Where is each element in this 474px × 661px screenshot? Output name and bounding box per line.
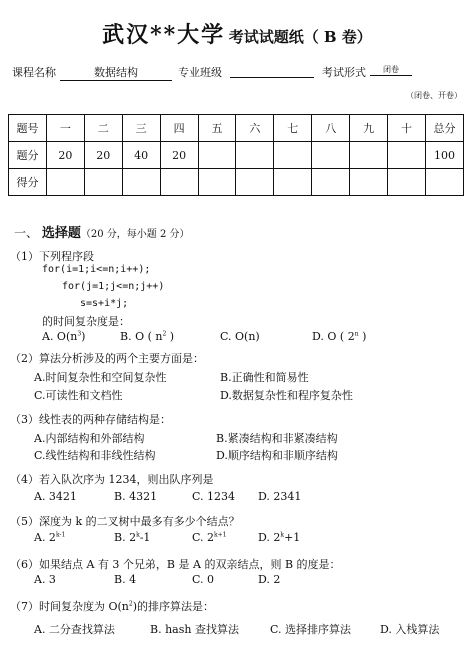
option-b[interactable]: B. O ( $n^2$ ) [120, 330, 175, 343]
table-cell: 四 [160, 115, 198, 142]
class-label: 专业班级 [178, 66, 222, 79]
exam-form-note: （闭卷、开卷） [406, 91, 462, 100]
question-2-stem: （2）算法分析涉及的两个主要方面是： [10, 352, 204, 365]
option-b[interactable]: B.紧凑结构和非紧凑结构 [216, 432, 338, 445]
option-d[interactable]: D. 2 [258, 573, 281, 586]
score-table [8, 114, 464, 196]
section-number: 一、 [14, 226, 39, 240]
option-d[interactable]: D. $2^k+1$ [258, 531, 301, 544]
code-line: for(j=1;j<=n;j++) [62, 281, 165, 292]
row-label: 得分 [9, 169, 47, 196]
option-c[interactable]: C. 选择排序算法 [270, 623, 352, 636]
score-input-cell[interactable] [160, 169, 198, 196]
score-input-cell[interactable] [425, 169, 463, 196]
option-d[interactable]: D. 2341 [258, 490, 302, 503]
option-b[interactable]: B.正确性和简易性 [220, 371, 309, 384]
section-title: 选择题 [41, 226, 81, 241]
option-a[interactable]: A. 3421 [34, 490, 77, 503]
score-input-cell[interactable] [312, 169, 350, 196]
table-cell: 九 [350, 115, 388, 142]
table-cell: 20 [84, 142, 122, 169]
table-cell: 40 [122, 142, 160, 169]
question-7-stem: （7）时间复杂度为 $O(n^2)$的排序算法是： [10, 600, 215, 613]
option-d[interactable]: D.顺序结构和非顺序结构 [216, 449, 338, 462]
table-cell [198, 142, 236, 169]
option-c[interactable]: C.线性结构和非线性结构 [34, 449, 156, 462]
section-heading [14, 222, 189, 241]
option-a[interactable]: A. 二分查找算法 [34, 623, 115, 636]
option-d[interactable]: D. O ( 2$^n$ ) [312, 330, 367, 343]
code-line: s=s+i*j; [80, 298, 129, 309]
question-6-stem: （6）如果结点 A 有 3 个兄弟，B 是 A 的双亲结点，则 B 的度是： [10, 558, 341, 571]
row-label: 题分 [9, 142, 47, 169]
option-c[interactable]: C. 1234 [192, 490, 236, 503]
row-label: 题号 [9, 115, 47, 142]
section-points: （20 分，每小题 2 分） [80, 229, 190, 240]
table-cell [236, 142, 274, 169]
exam-form-value: 闭卷 [370, 64, 412, 76]
score-input-cell[interactable] [388, 169, 426, 196]
score-input-cell[interactable] [122, 169, 160, 196]
exam-title [0, 18, 474, 49]
score-input-cell[interactable] [274, 169, 312, 196]
table-cell: 二 [84, 115, 122, 142]
option-b[interactable]: B. 2$^k$-1 [114, 531, 151, 544]
table-cell: 五 [198, 115, 236, 142]
score-input-cell[interactable] [350, 169, 388, 196]
question-3-stem: （3）线性表的两种存储结构是： [10, 413, 171, 426]
table-cell: 一 [46, 115, 84, 142]
table-cell [312, 142, 350, 169]
table-cell: 总分 [425, 115, 463, 142]
question-1-stem: （1）下列程序段 [10, 250, 94, 263]
question-5-stem: （5）深度为 k 的二叉树中最多有多少个结点？ [10, 515, 240, 528]
score-input-cell[interactable] [84, 169, 122, 196]
table-row [9, 169, 464, 196]
option-a[interactable]: A.时间复杂性和空间复杂性 [34, 371, 167, 384]
code-line: for(i=1;i<=n;i++); [42, 264, 151, 275]
option-c[interactable]: C. O(n) [220, 330, 260, 343]
option-a[interactable]: A. 2$^{k-1}$ [34, 531, 66, 544]
table-cell: 20 [160, 142, 198, 169]
option-b[interactable]: B. hash 查找算法 [150, 623, 239, 636]
score-input-cell[interactable] [198, 169, 236, 196]
option-c[interactable]: C.可读性和文档性 [34, 389, 123, 402]
exam-paper-label: 考试试题纸（ B 卷） [228, 28, 372, 46]
table-row [9, 142, 464, 169]
table-cell: 十 [388, 115, 426, 142]
course-label: 课程名称 [12, 66, 56, 79]
question-1-stem-cont: 的时间复杂度是： [42, 315, 130, 328]
exam-form-label: 考试形式 [322, 66, 366, 79]
course-info-row [12, 64, 462, 82]
table-cell: 七 [274, 115, 312, 142]
table-cell: 八 [312, 115, 350, 142]
table-cell [388, 142, 426, 169]
score-input-cell[interactable] [46, 169, 84, 196]
option-d[interactable]: D.数据复杂性和程序复杂性 [220, 389, 353, 402]
table-cell: 100 [425, 142, 463, 169]
option-a[interactable]: A. $O(n^3)$ [42, 330, 86, 343]
option-d[interactable]: D. 入栈算法 [380, 623, 440, 636]
table-cell: 20 [46, 142, 84, 169]
option-a[interactable]: A. 3 [34, 573, 56, 586]
university-name: 武汉**大学 [102, 22, 226, 48]
table-row [9, 115, 464, 142]
option-b[interactable]: B. 4321 [114, 490, 158, 503]
table-cell: 三 [122, 115, 160, 142]
table-cell [350, 142, 388, 169]
option-b[interactable]: B. 4 [114, 573, 137, 586]
option-c[interactable]: C. 0 [192, 573, 215, 586]
table-cell [274, 142, 312, 169]
option-a[interactable]: A.内部结构和外部结构 [34, 432, 145, 445]
course-value: 数据结构 [60, 64, 172, 81]
table-cell: 六 [236, 115, 274, 142]
class-value [230, 64, 314, 78]
score-input-cell[interactable] [236, 169, 274, 196]
option-c[interactable]: C. $2^{k+1}$ [192, 531, 227, 544]
question-4-stem: （4）若入队次序为 1234，则出队序列是 [10, 473, 214, 486]
